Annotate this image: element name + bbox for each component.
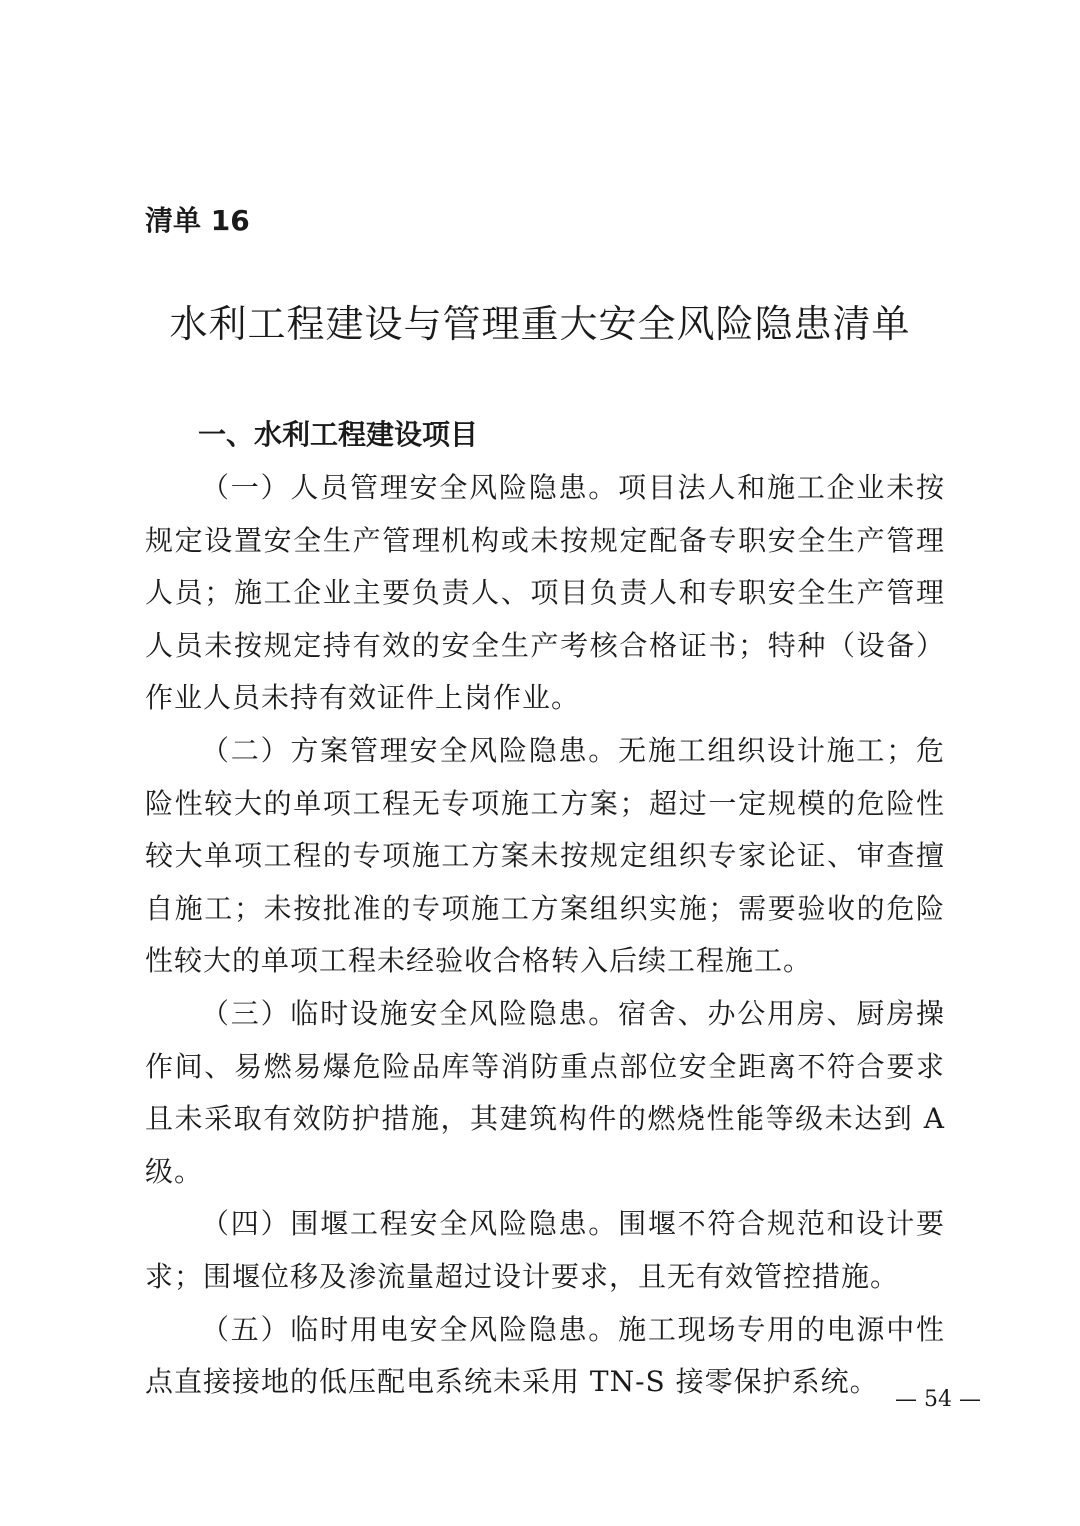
paragraph-temporary-facilities: （三）临时设施安全风险隐患。宿舍、办公用房、厨房操作间、易燃易爆危险品库等消防重点部位安全距离不符合要求且未采取有效防护措施，其建筑构件的燃烧性能等级未达到 A 级。	[145, 996, 945, 1188]
document-body	[145, 462, 945, 1409]
paragraph-plan-management: （二）方案管理安全风险隐患。无施工组织设计施工；危险性较大的单项工程无专项施工方案；超过一定规模的危险性较大单项工程的专项施工方案未按规定组织专家论证、审查擅自施工；未按批准的专项施工方案组织实施；需要验收的危险性较大的单项工程未经验收合格转入后续工程施工。	[145, 733, 945, 978]
paragraph-cofferdam-works: （四）围堰工程安全风险隐患。围堰不符合规范和设计要求；围堰位移及渗流量超过设计要求，且无有效管控措施。	[145, 1207, 945, 1293]
list-label: 清单 16	[145, 204, 250, 237]
paragraph-temporary-electricity: （五）临时用电安全风险隐患。施工现场专用的电源中性点直接接地的低压配电系统未采用 TN-S 接零保护系统。	[145, 1312, 945, 1399]
section-heading: 一、水利工程建设项目	[198, 418, 479, 451]
page-number: — 54 —	[895, 1387, 981, 1412]
paragraph-personnel-management: （一）人员管理安全风险隐患。项目法人和施工企业未按规定设置安全生产管理机构或未按规定配备专职安全生产管理人员；施工企业主要负责人、项目负责人和专职安全生产管理人员未按规定持有效的安全生产考核合格证书；特种（设备）作业人员未持有效证件上岗作业。	[145, 471, 945, 715]
document-title: 水利工程建设与管理重大安全风险隐患清单	[169, 302, 911, 346]
